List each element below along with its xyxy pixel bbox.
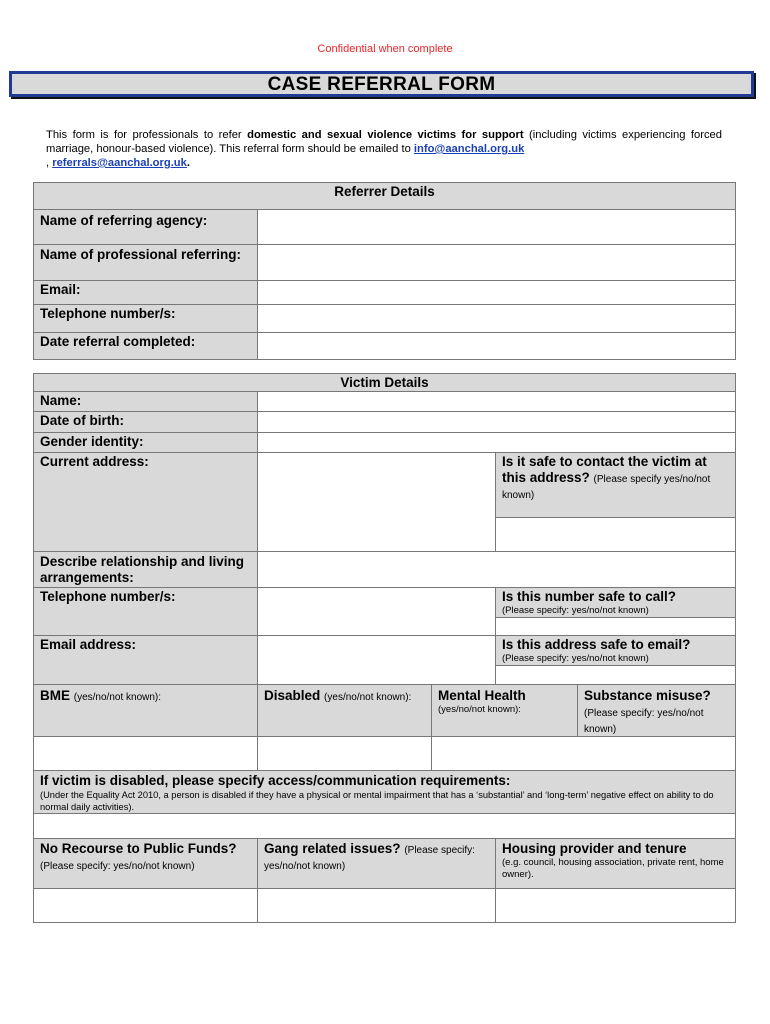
referrer-heading: Referrer Details: [34, 183, 736, 210]
referrer-email-field[interactable]: [258, 281, 736, 305]
victim-name-field[interactable]: [258, 392, 736, 412]
info-email-link[interactable]: info@aanchal.org.uk: [413, 143, 525, 155]
victim-email-field[interactable]: [258, 636, 496, 685]
gender-label: Gender identity:: [34, 433, 258, 453]
referrer-email-label: Email:: [34, 281, 258, 305]
gang-label: [258, 839, 496, 889]
date-completed-field[interactable]: [258, 333, 736, 360]
mental-health-note: (yes/no/not known):: [438, 704, 521, 715]
safe-email-note: (Please specify: yes/no/not known): [502, 653, 649, 664]
agency-label: Name of referring agency:: [34, 210, 258, 245]
form-title: CASE REFERRAL FORM: [267, 74, 496, 95]
intro-paragraph: [46, 128, 722, 170]
safe-call-field[interactable]: [496, 618, 736, 636]
form-title-box: [9, 71, 754, 97]
victim-email-label: Email address:: [34, 636, 258, 685]
safe-contact-note: (Please specify yes/no/not known): [502, 474, 711, 501]
bme-field[interactable]: [34, 737, 258, 771]
safe-call-question: Is this number safe to call?: [502, 589, 677, 604]
disabled-requirements-label: [34, 771, 736, 814]
intro-separator: ,: [46, 157, 53, 169]
mental-health-title: Mental Health: [438, 688, 526, 703]
relationship-field[interactable]: [258, 552, 736, 588]
victim-telephone-field[interactable]: [258, 588, 496, 636]
nrpf-title: No Recourse to Public Funds?: [40, 841, 237, 856]
safe-contact-question: Is it safe to contact the victim at this address?: [502, 454, 707, 485]
disabled-field[interactable]: [258, 737, 432, 771]
disabled-title: Disabled: [264, 688, 321, 703]
safe-email-field[interactable]: [496, 666, 736, 685]
intro-end: .: [186, 157, 190, 169]
substance-note: (Please specify: yes/no/not known): [584, 708, 704, 735]
safe-contact-field[interactable]: [496, 518, 736, 552]
referrer-telephone-label: Telephone number/s:: [34, 305, 258, 333]
intro-text-2: (including victims experiencing forced marriage, honour-based violence). This referral form should be emailed to: [46, 129, 723, 155]
victim-telephone-label: Telephone number/s:: [34, 588, 258, 636]
safe-call-label: [496, 588, 736, 618]
bme-title: BME: [40, 688, 70, 703]
safe-call-note: (Please specify: yes/no/not known): [502, 605, 649, 616]
safe-email-label: [496, 636, 736, 666]
dob-field[interactable]: [258, 412, 736, 433]
housing-title: Housing provider and tenure: [502, 841, 687, 856]
relationship-label: Describe relationship and living arrangements:: [34, 552, 258, 588]
mental-substance-field[interactable]: [432, 737, 736, 771]
substance-label: [578, 685, 736, 737]
substance-title: Substance misuse?: [584, 688, 711, 703]
safe-contact-label: [496, 453, 736, 518]
intro-bold: domestic and sexual violence victims for support: [247, 129, 524, 141]
disabled-requirements-field[interactable]: [34, 814, 736, 839]
dob-label: Date of birth:: [34, 412, 258, 433]
nrpf-label: [34, 839, 258, 889]
confidential-notice: Confidential when complete: [317, 43, 453, 55]
professional-field[interactable]: [258, 245, 736, 281]
address-field[interactable]: [258, 453, 496, 552]
date-completed-label: Date referral completed:: [34, 333, 258, 360]
disabled-label: [258, 685, 432, 737]
referrer-telephone-field[interactable]: [258, 305, 736, 333]
mental-health-label: [432, 685, 578, 737]
gang-field[interactable]: [258, 889, 496, 923]
victim-details-table: [33, 373, 736, 923]
bme-note: (yes/no/not known):: [73, 692, 162, 703]
gang-note: (Please specify: yes/no/not known): [264, 845, 475, 872]
referrer-details-table: [33, 182, 736, 360]
gender-field[interactable]: [258, 433, 736, 453]
victim-name-label: Name:: [34, 392, 258, 412]
victim-heading: Victim Details: [34, 374, 736, 392]
referrals-email-link[interactable]: referrals@aanchal.org.uk: [52, 157, 187, 169]
address-label: Current address:: [34, 453, 258, 552]
nrpf-field[interactable]: [34, 889, 258, 923]
professional-label: Name of professional referring:: [34, 245, 258, 281]
housing-note: (e.g. council, housing association, private rent, home owner).: [502, 857, 724, 880]
disabled-requirements-note: (Under the Equality Act 2010, a person is disabled if they have a physical or mental impairment that has a ‘substantial’ and ‘long-term’ negative effect on ability to do normal daily activities).: [40, 790, 714, 812]
housing-field[interactable]: [496, 889, 736, 923]
disabled-note: (yes/no/not known):: [324, 692, 412, 703]
disabled-requirements-title: If victim is disabled, please specify access/communication requirements:: [40, 773, 511, 788]
agency-field[interactable]: [258, 210, 736, 245]
housing-label: [496, 839, 736, 889]
nrpf-note: (Please specify: yes/no/not known): [40, 861, 195, 872]
bme-label: [34, 685, 258, 737]
intro-text: This form is for professionals to refer: [46, 129, 248, 141]
gang-title: Gang related issues?: [264, 841, 401, 856]
safe-email-question: Is this address safe to email?: [502, 637, 691, 652]
